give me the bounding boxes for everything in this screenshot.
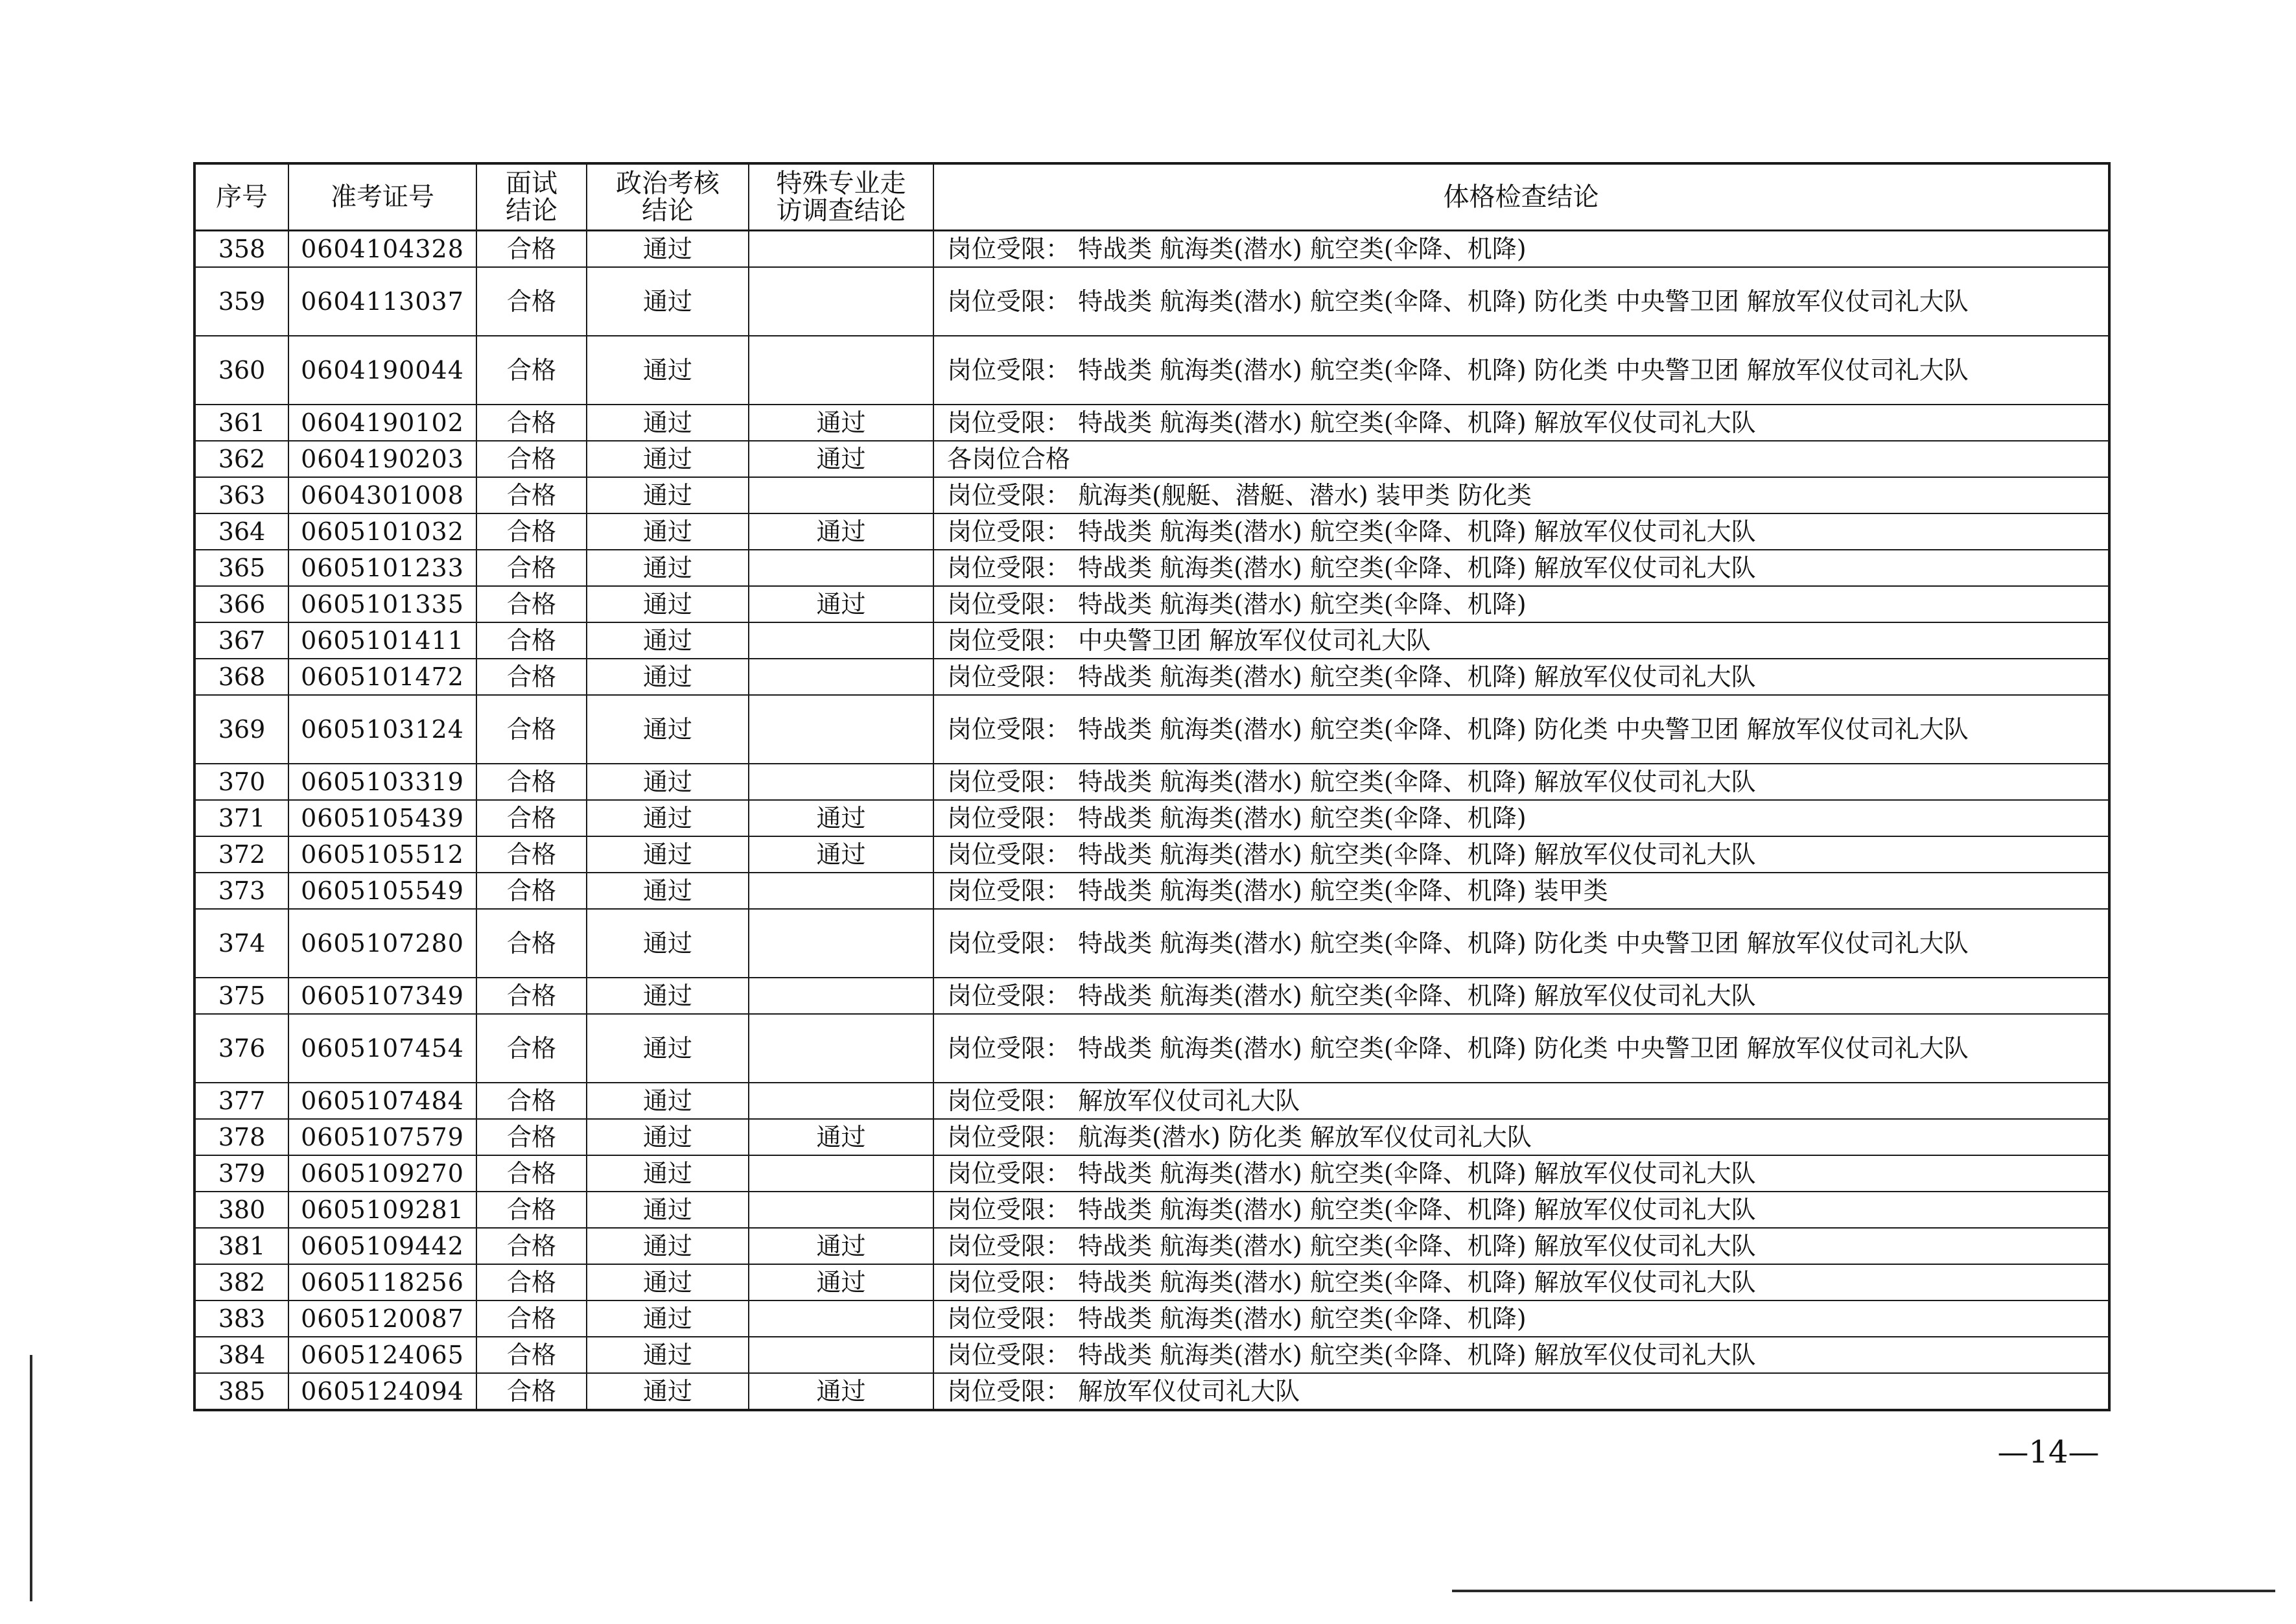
cell-physical: 岗位受限： 特战类 航海类(潜水) 航空类(伞降、机降) 解放军仪仗司礼大队 <box>933 1192 2109 1228</box>
table-row <box>194 405 2109 441</box>
cell-interview: 合格 <box>476 586 587 622</box>
cell-special-visit <box>749 659 933 695</box>
cell-seq: 366 <box>194 586 288 622</box>
table-row <box>194 909 2109 978</box>
cell-seq: 373 <box>194 873 288 909</box>
cell-interview: 合格 <box>476 978 587 1014</box>
cell-exam-id: 0605103124 <box>288 695 476 764</box>
table-row <box>194 1264 2109 1300</box>
cell-interview: 合格 <box>476 659 587 695</box>
cell-special-visit <box>749 1337 933 1373</box>
cell-physical: 岗位受限： 特战类 航海类(潜水) 航空类(伞降、机降) 防化类 中央警卫团 解放军仪仗司礼大队 <box>933 336 2109 405</box>
cell-interview: 合格 <box>476 550 587 586</box>
cell-political: 通过 <box>587 405 749 441</box>
cell-physical: 岗位受限： 特战类 航海类(潜水) 航空类(伞降、机降) 解放军仪仗司礼大队 <box>933 1337 2109 1373</box>
cell-physical: 岗位受限： 特战类 航海类(潜水) 航空类(伞降、机降) 解放军仪仗司礼大队 <box>933 550 2109 586</box>
cell-exam-id: 0604190203 <box>288 441 476 477</box>
cell-political: 通过 <box>587 978 749 1014</box>
cell-exam-id: 0604190102 <box>288 405 476 441</box>
cell-physical: 岗位受限： 特战类 航海类(潜水) 航空类(伞降、机降) 解放军仪仗司礼大队 <box>933 513 2109 550</box>
cell-special-visit <box>749 1014 933 1083</box>
cell-exam-id: 0605107484 <box>288 1083 476 1119</box>
table-row <box>194 1014 2109 1083</box>
cell-exam-id: 0605107280 <box>288 909 476 978</box>
cell-interview: 合格 <box>476 909 587 978</box>
cell-interview: 合格 <box>476 336 587 405</box>
table-row <box>194 695 2109 764</box>
cell-political: 通过 <box>587 513 749 550</box>
table-row <box>194 1119 2109 1155</box>
table-row <box>194 622 2109 659</box>
table-row <box>194 336 2109 405</box>
cell-special-visit <box>749 1300 933 1337</box>
cell-physical: 岗位受限： 特战类 航海类(潜水) 航空类(伞降、机降) 防化类 中央警卫团 解放军仪仗司礼大队 <box>933 1014 2109 1083</box>
left-margin-rule <box>30 1355 32 1601</box>
cell-exam-id: 0605105512 <box>288 836 476 873</box>
table-row <box>194 800 2109 836</box>
cell-political: 通过 <box>587 1337 749 1373</box>
cell-exam-id: 0605101472 <box>288 659 476 695</box>
cell-special-visit: 通过 <box>749 1264 933 1300</box>
cell-physical: 岗位受限： 特战类 航海类(潜水) 航空类(伞降、机降) 解放军仪仗司礼大队 <box>933 1264 2109 1300</box>
table-row <box>194 231 2109 268</box>
header-interview: 面试 结论 <box>476 163 587 231</box>
cell-special-visit <box>749 1155 933 1192</box>
cell-political: 通过 <box>587 1373 749 1410</box>
cell-physical: 岗位受限： 特战类 航海类(潜水) 航空类(伞降、机降) 解放军仪仗司礼大队 <box>933 978 2109 1014</box>
cell-physical: 岗位受限： 特战类 航海类(潜水) 航空类(伞降、机降) 防化类 中央警卫团 解放军仪仗司礼大队 <box>933 909 2109 978</box>
cell-interview: 合格 <box>476 1337 587 1373</box>
cell-seq: 380 <box>194 1192 288 1228</box>
cell-special-visit: 通过 <box>749 1119 933 1155</box>
cell-exam-id: 0605109270 <box>288 1155 476 1192</box>
cell-seq: 369 <box>194 695 288 764</box>
cell-political: 通过 <box>587 441 749 477</box>
cell-exam-id: 0605105439 <box>288 800 476 836</box>
cell-interview: 合格 <box>476 873 587 909</box>
cell-interview: 合格 <box>476 231 587 268</box>
cell-special-visit <box>749 1083 933 1119</box>
table-row <box>194 659 2109 695</box>
cell-special-visit <box>749 1192 933 1228</box>
cell-interview: 合格 <box>476 1192 587 1228</box>
cell-interview: 合格 <box>476 1264 587 1300</box>
cell-special-visit <box>749 764 933 800</box>
cell-seq: 368 <box>194 659 288 695</box>
cell-political: 通过 <box>587 1192 749 1228</box>
cell-physical: 岗位受限： 特战类 航海类(潜水) 航空类(伞降、机降) 解放军仪仗司礼大队 <box>933 659 2109 695</box>
bottom-rule <box>1452 1590 2275 1592</box>
table-row <box>194 1300 2109 1337</box>
cell-seq: 377 <box>194 1083 288 1119</box>
cell-physical: 岗位受限： 解放军仪仗司礼大队 <box>933 1083 2109 1119</box>
cell-interview: 合格 <box>476 405 587 441</box>
cell-political: 通过 <box>587 1119 749 1155</box>
cell-political: 通过 <box>587 800 749 836</box>
table-row <box>194 441 2109 477</box>
cell-seq: 375 <box>194 978 288 1014</box>
cell-political: 通过 <box>587 336 749 405</box>
cell-exam-id: 0605107349 <box>288 978 476 1014</box>
cell-physical: 岗位受限： 特战类 航海类(潜水) 航空类(伞降、机降) <box>933 586 2109 622</box>
cell-exam-id: 0605109281 <box>288 1192 476 1228</box>
cell-seq: 371 <box>194 800 288 836</box>
cell-special-visit <box>749 978 933 1014</box>
results-table <box>193 162 2111 1411</box>
cell-seq: 379 <box>194 1155 288 1192</box>
cell-exam-id: 0604190044 <box>288 336 476 405</box>
cell-physical: 岗位受限： 特战类 航海类(潜水) 航空类(伞降、机降) <box>933 1300 2109 1337</box>
cell-seq: 383 <box>194 1300 288 1337</box>
cell-interview: 合格 <box>476 1119 587 1155</box>
cell-political: 通过 <box>587 695 749 764</box>
cell-seq: 359 <box>194 267 288 336</box>
cell-special-visit: 通过 <box>749 586 933 622</box>
header-physical: 体格检查结论 <box>933 163 2109 231</box>
cell-special-visit <box>749 477 933 513</box>
cell-seq: 374 <box>194 909 288 978</box>
cell-exam-id: 0605120087 <box>288 1300 476 1337</box>
cell-exam-id: 0605107579 <box>288 1119 476 1155</box>
cell-interview: 合格 <box>476 764 587 800</box>
cell-seq: 372 <box>194 836 288 873</box>
cell-interview: 合格 <box>476 622 587 659</box>
cell-political: 通过 <box>587 622 749 659</box>
table-row <box>194 477 2109 513</box>
cell-exam-id: 0605124094 <box>288 1373 476 1410</box>
cell-political: 通过 <box>587 1083 749 1119</box>
cell-interview: 合格 <box>476 1373 587 1410</box>
cell-special-visit: 通过 <box>749 441 933 477</box>
table-row <box>194 550 2109 586</box>
cell-exam-id: 0605107454 <box>288 1014 476 1083</box>
table-row <box>194 1373 2109 1410</box>
cell-physical: 岗位受限： 中央警卫团 解放军仪仗司礼大队 <box>933 622 2109 659</box>
header-political: 政治考核 结论 <box>587 163 749 231</box>
cell-seq: 361 <box>194 405 288 441</box>
cell-seq: 382 <box>194 1264 288 1300</box>
cell-interview: 合格 <box>476 441 587 477</box>
cell-physical: 岗位受限： 航海类(舰艇、潜艇、潜水) 装甲类 防化类 <box>933 477 2109 513</box>
cell-special-visit <box>749 695 933 764</box>
cell-political: 通过 <box>587 873 749 909</box>
cell-political: 通过 <box>587 586 749 622</box>
cell-special-visit <box>749 550 933 586</box>
cell-special-visit <box>749 267 933 336</box>
cell-seq: 360 <box>194 336 288 405</box>
cell-physical: 岗位受限： 特战类 航海类(潜水) 航空类(伞降、机降) 解放军仪仗司礼大队 <box>933 764 2109 800</box>
cell-seq: 370 <box>194 764 288 800</box>
cell-interview: 合格 <box>476 1083 587 1119</box>
cell-political: 通过 <box>587 836 749 873</box>
cell-exam-id: 0604113037 <box>288 267 476 336</box>
table-row <box>194 586 2109 622</box>
cell-political: 通过 <box>587 1155 749 1192</box>
table-row <box>194 873 2109 909</box>
cell-seq: 385 <box>194 1373 288 1410</box>
cell-interview: 合格 <box>476 1014 587 1083</box>
cell-seq: 365 <box>194 550 288 586</box>
cell-special-visit <box>749 909 933 978</box>
cell-exam-id: 0605105549 <box>288 873 476 909</box>
cell-special-visit: 通过 <box>749 800 933 836</box>
cell-physical: 岗位受限： 特战类 航海类(潜水) 航空类(伞降、机降) <box>933 231 2109 268</box>
table-row <box>194 1228 2109 1264</box>
table-row <box>194 267 2109 336</box>
cell-political: 通过 <box>587 1014 749 1083</box>
cell-political: 通过 <box>587 1300 749 1337</box>
cell-exam-id: 0604104328 <box>288 231 476 268</box>
cell-exam-id: 0605101233 <box>288 550 476 586</box>
cell-special-visit: 通过 <box>749 513 933 550</box>
cell-exam-id: 0605101335 <box>288 586 476 622</box>
cell-political: 通过 <box>587 231 749 268</box>
cell-special-visit: 通过 <box>749 1228 933 1264</box>
cell-interview: 合格 <box>476 267 587 336</box>
cell-special-visit: 通过 <box>749 1373 933 1410</box>
table-row <box>194 1083 2109 1119</box>
cell-interview: 合格 <box>476 1228 587 1264</box>
cell-interview: 合格 <box>476 1300 587 1337</box>
cell-seq: 376 <box>194 1014 288 1083</box>
cell-physical: 岗位受限： 特战类 航海类(潜水) 航空类(伞降、机降) 解放军仪仗司礼大队 <box>933 1228 2109 1264</box>
cell-exam-id: 0605103319 <box>288 764 476 800</box>
cell-interview: 合格 <box>476 695 587 764</box>
cell-special-visit: 通过 <box>749 836 933 873</box>
cell-interview: 合格 <box>476 1155 587 1192</box>
cell-political: 通过 <box>587 477 749 513</box>
cell-interview: 合格 <box>476 800 587 836</box>
cell-interview: 合格 <box>476 513 587 550</box>
cell-physical: 各岗位合格 <box>933 441 2109 477</box>
cell-political: 通过 <box>587 1228 749 1264</box>
cell-political: 通过 <box>587 909 749 978</box>
table-row <box>194 1192 2109 1228</box>
page-number: —14— <box>1997 1434 2100 1470</box>
cell-physical: 岗位受限： 航海类(潜水) 防化类 解放军仪仗司礼大队 <box>933 1119 2109 1155</box>
cell-special-visit <box>749 336 933 405</box>
table-row <box>194 1337 2109 1373</box>
header-exam-id: 准考证号 <box>288 163 476 231</box>
cell-physical: 岗位受限： 特战类 航海类(潜水) 航空类(伞降、机降) 防化类 中央警卫团 解放军仪仗司礼大队 <box>933 267 2109 336</box>
cell-physical: 岗位受限： 特战类 航海类(潜水) 航空类(伞降、机降) <box>933 800 2109 836</box>
cell-special-visit: 通过 <box>749 405 933 441</box>
table-row <box>194 836 2109 873</box>
cell-physical: 岗位受限： 特战类 航海类(潜水) 航空类(伞降、机降) 防化类 中央警卫团 解放军仪仗司礼大队 <box>933 695 2109 764</box>
cell-seq: 367 <box>194 622 288 659</box>
cell-exam-id: 0605124065 <box>288 1337 476 1373</box>
cell-exam-id: 0605118256 <box>288 1264 476 1300</box>
table-row <box>194 1155 2109 1192</box>
cell-seq: 362 <box>194 441 288 477</box>
cell-seq: 384 <box>194 1337 288 1373</box>
cell-special-visit <box>749 873 933 909</box>
table-row <box>194 978 2109 1014</box>
cell-physical: 岗位受限： 特战类 航海类(潜水) 航空类(伞降、机降) 解放军仪仗司礼大队 <box>933 1155 2109 1192</box>
cell-special-visit <box>749 231 933 268</box>
cell-exam-id: 0605101411 <box>288 622 476 659</box>
header-row <box>194 163 2109 231</box>
cell-physical: 岗位受限： 解放军仪仗司礼大队 <box>933 1373 2109 1410</box>
cell-exam-id: 0605109442 <box>288 1228 476 1264</box>
header-special-visit: 特殊专业走 访调查结论 <box>749 163 933 231</box>
cell-seq: 378 <box>194 1119 288 1155</box>
cell-physical: 岗位受限： 特战类 航海类(潜水) 航空类(伞降、机降) 装甲类 <box>933 873 2109 909</box>
cell-interview: 合格 <box>476 836 587 873</box>
header-seq: 序号 <box>194 163 288 231</box>
cell-seq: 363 <box>194 477 288 513</box>
cell-exam-id: 0604301008 <box>288 477 476 513</box>
cell-political: 通过 <box>587 550 749 586</box>
cell-political: 通过 <box>587 1264 749 1300</box>
cell-seq: 381 <box>194 1228 288 1264</box>
cell-political: 通过 <box>587 659 749 695</box>
cell-physical: 岗位受限： 特战类 航海类(潜水) 航空类(伞降、机降) 解放军仪仗司礼大队 <box>933 836 2109 873</box>
cell-seq: 358 <box>194 231 288 268</box>
cell-physical: 岗位受限： 特战类 航海类(潜水) 航空类(伞降、机降) 解放军仪仗司礼大队 <box>933 405 2109 441</box>
cell-seq: 364 <box>194 513 288 550</box>
table-row <box>194 513 2109 550</box>
cell-political: 通过 <box>587 267 749 336</box>
cell-interview: 合格 <box>476 477 587 513</box>
cell-special-visit <box>749 622 933 659</box>
cell-political: 通过 <box>587 764 749 800</box>
table-body <box>194 231 2109 1411</box>
cell-exam-id: 0605101032 <box>288 513 476 550</box>
table-row <box>194 764 2109 800</box>
